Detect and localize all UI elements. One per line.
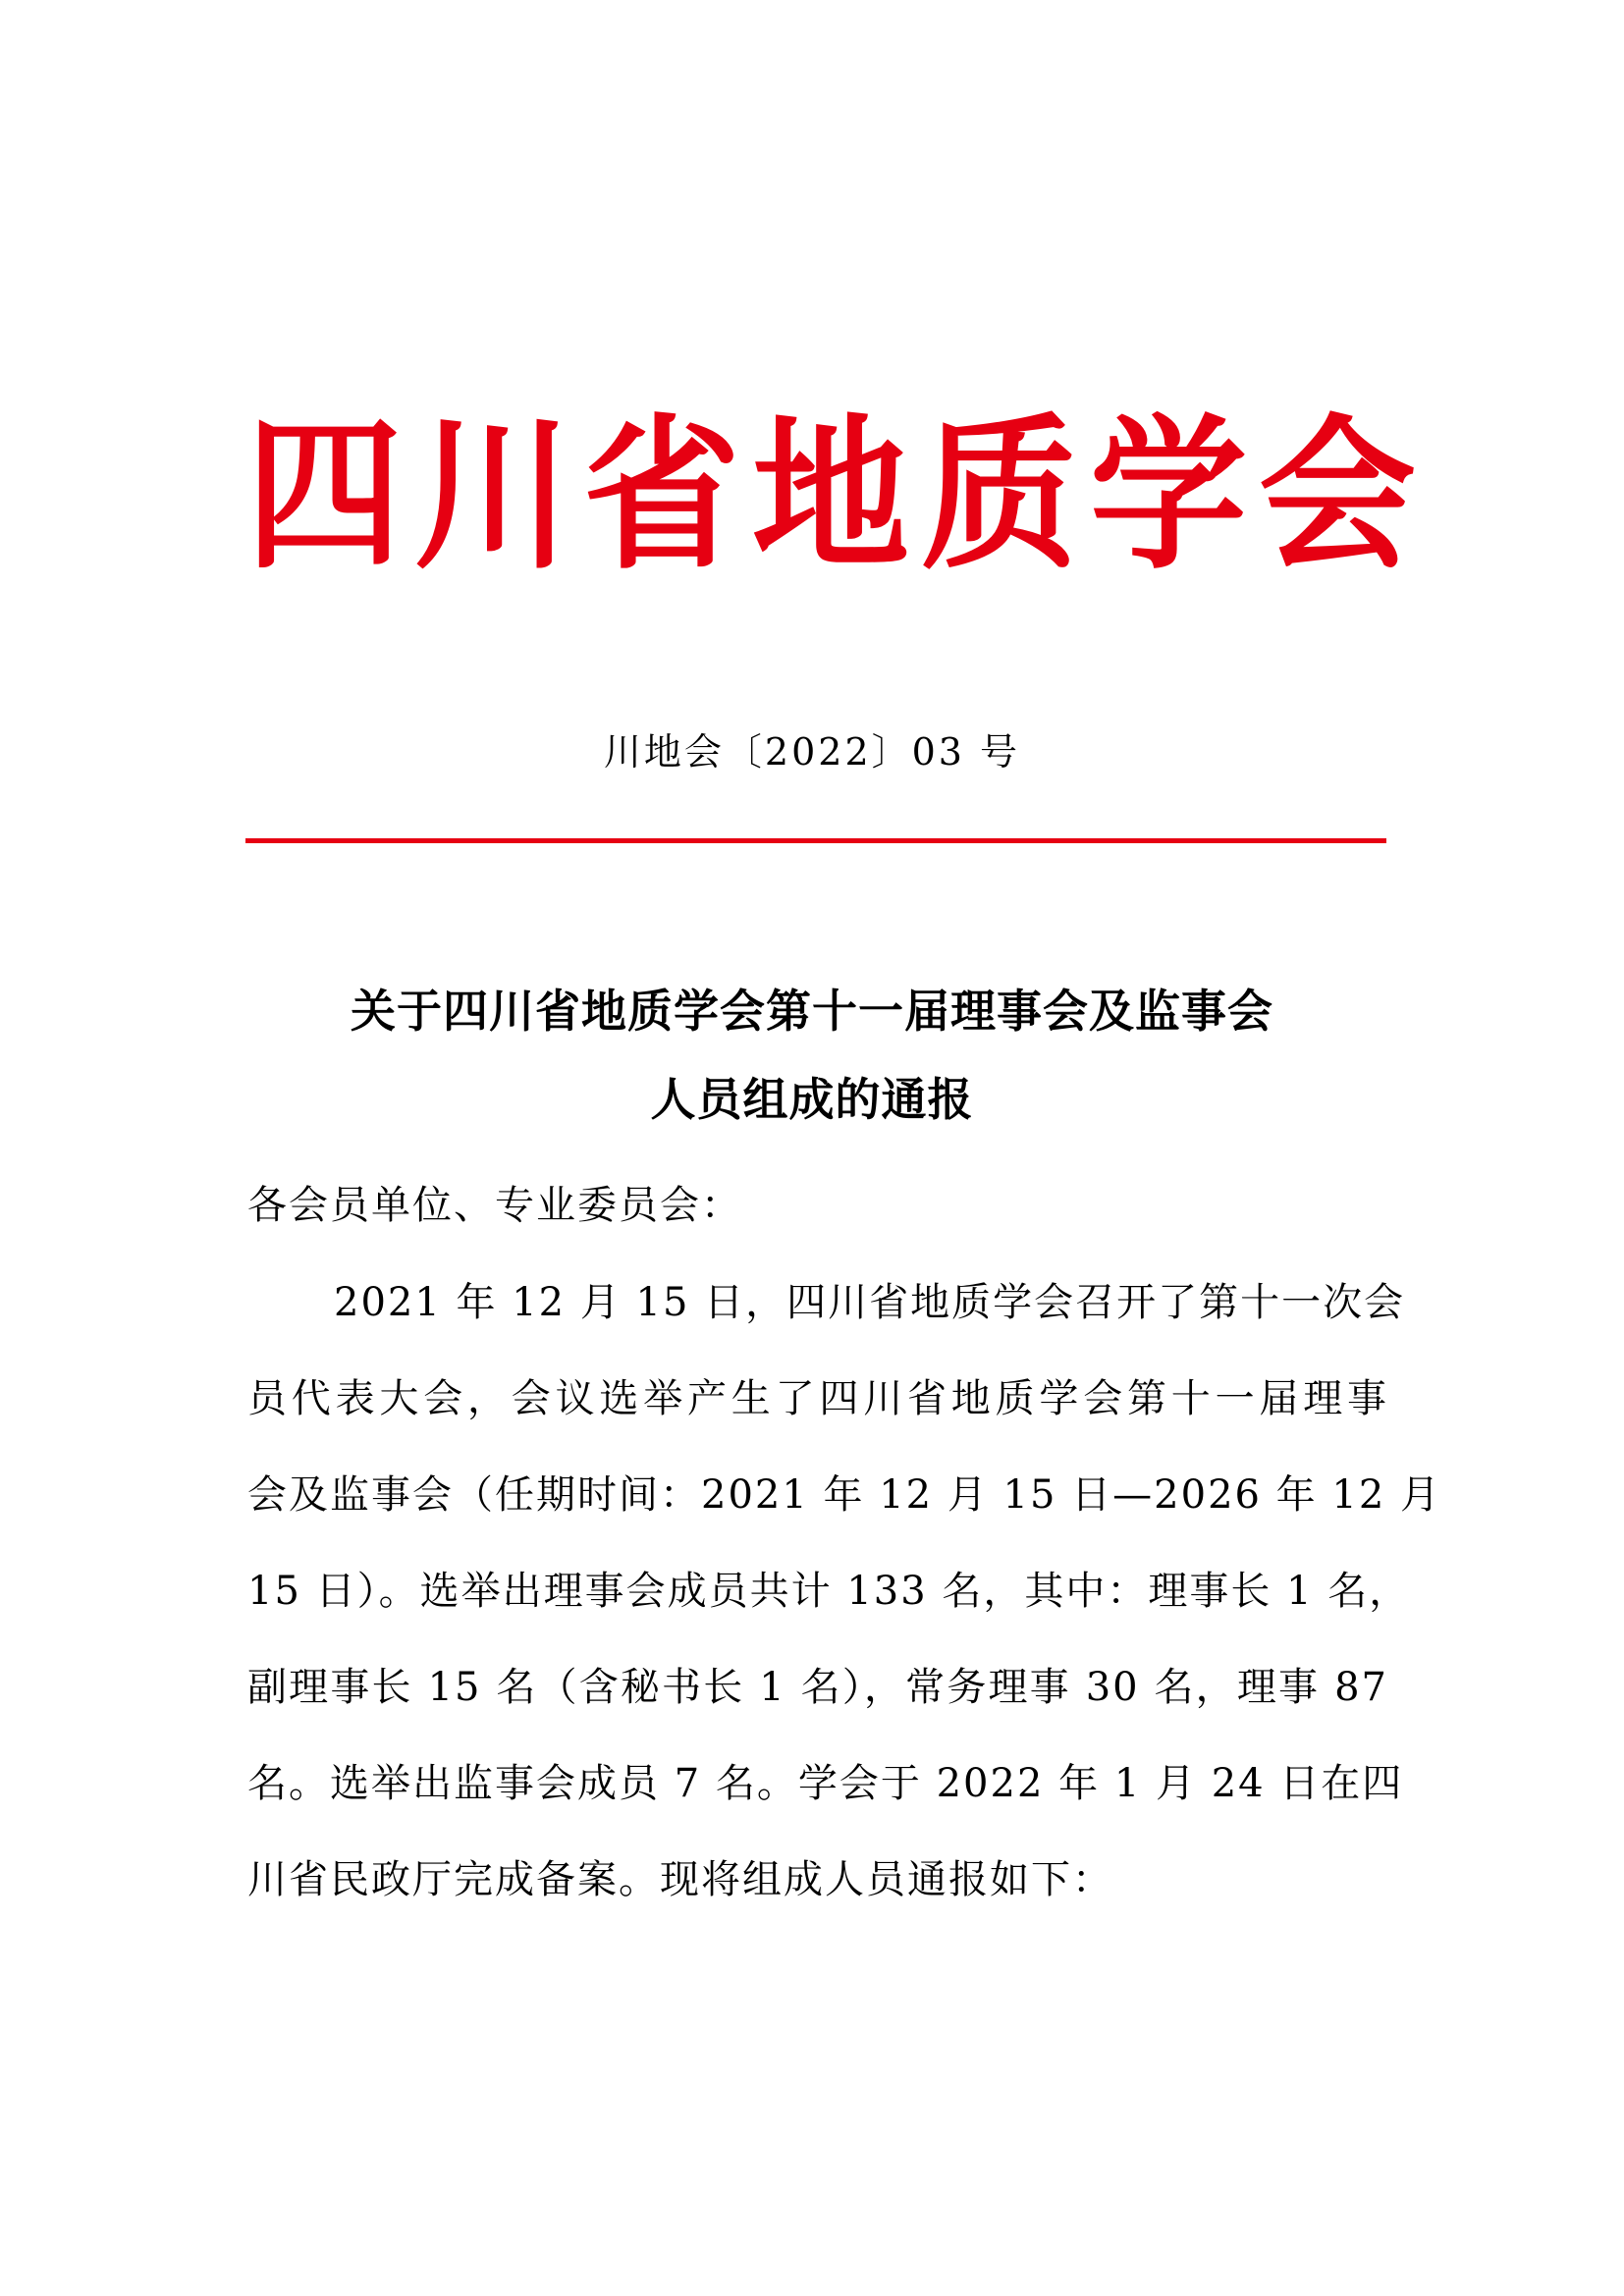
body-line-1: 2021 年 12 月 15 日，四川省地质学会召开了第十一次会 [334, 1280, 1406, 1325]
masthead-title: 四川省地质学会 [245, 399, 1429, 592]
body-line-6: 名。选举出监事会成员 7 名。学会于 2022 年 1 月 24 日在四 [247, 1761, 1404, 1806]
body-line-5: 副理事长 15 名（含秘书长 1 名），常务理事 30 名，理事 87 [247, 1665, 1388, 1710]
body-line-7: 川省民政厅完成备案。现将组成人员通报如下： [247, 1857, 1113, 1902]
notice-title-line-2: 人员组成的通报 [650, 1073, 974, 1126]
document-number: 川地会〔2022〕03 号 [603, 730, 1021, 774]
body-line-4: 15 日）。选举出理事会成员共计 133 名，其中：理事长 1 名， [247, 1569, 1411, 1614]
red-divider-rule [245, 838, 1386, 843]
body-line-2: 员代表大会，会议选举产生了四川省地质学会第十一届理事 [247, 1376, 1388, 1421]
notice-title-line-1: 关于四川省地质学会第十一届理事会及监事会 [351, 985, 1273, 1038]
body-line-3: 会及监事会（任期时间：2021 年 12 月 15 日—2026 年 12 月 [247, 1472, 1442, 1518]
salutation: 各会员单位、专业委员会： [247, 1183, 742, 1228]
